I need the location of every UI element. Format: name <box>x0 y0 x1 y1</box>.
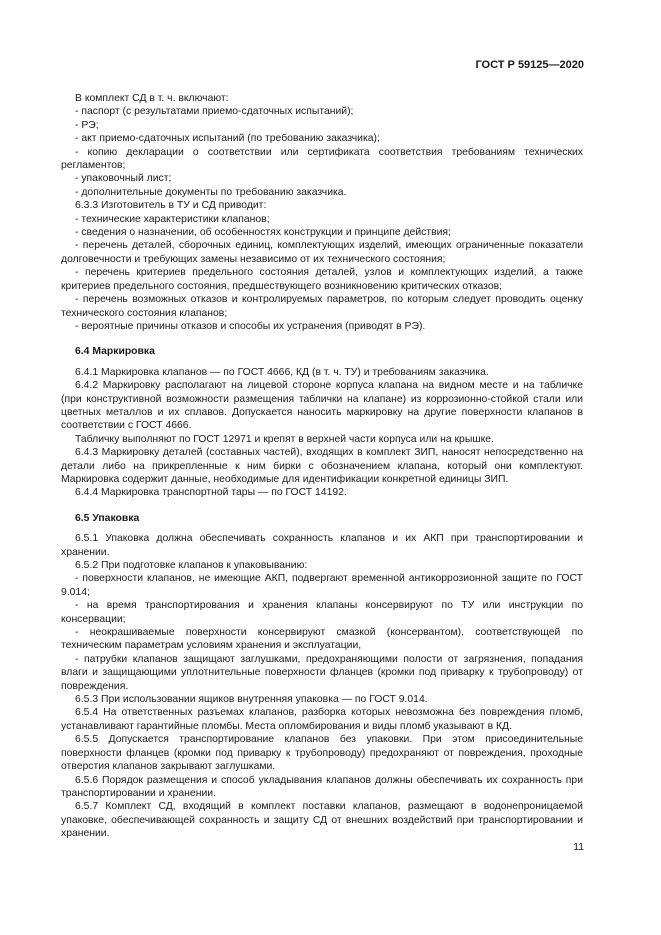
section-heading-marking: 6.4 Маркировка <box>75 346 155 358</box>
paragraph: 6.4.4 Маркировка транспортной тары — по ГОСТ 14192. <box>75 487 347 499</box>
list-item: - копию декларации о соответствии или сертификата соответствия требованиям технических регламентов; <box>61 146 583 172</box>
list-item: - патрубки клапанов защищают заглушками, предохраняющими полости от загрязнения, попадания влаги и защищающими уплотнительные поверхности фланцев (кромки под приварку к трубопроводу) от повреждения. <box>61 653 583 692</box>
list-item: - перечень критериев предельного состояния деталей, узлов и комплектующих изделий, а также критериев предельного состояния, предшествующего возникновению критических отказов; <box>61 267 583 292</box>
paragraph: 6.3.3 Изготовитель в ТУ и СД приводит: <box>75 200 267 212</box>
paragraph: 6.5.6 Порядок размещения и способ укладывания клапанов должны обеспечивать их сохранность при транспортировании и хранении. <box>61 774 583 799</box>
list-item: - сведения о назначении, об особенностях конструкции и принципе действия; <box>75 227 451 239</box>
paragraph: 6.5.3 При использовании ящиков внутренняя упаковка — по ГОСТ 9.014. <box>75 694 428 706</box>
list-item: - паспорт (с результатами приемо-сдаточных испытаний); <box>75 106 354 118</box>
list-item: - дополнительные документы по требованию заказчика. <box>75 186 347 198</box>
standard-code: ГОСТ Р 59125—2020 <box>475 59 584 71</box>
list-item: - акт приемо-сдаточных испытаний (по требованию заказчика); <box>75 133 380 145</box>
paragraph: 6.4.3 Маркировку деталей (составных частей), входящих в комплект ЗИП, наносят непосредственно на детали либо на прикрепленные к ним бирки с обозначением клапана, который они комплектуют. Маркировка содержит данные, необходимые для идентификации конкретной единицы ЗИП. <box>61 447 583 485</box>
list-item: - поверхности клапанов, не имеющие АКП, подвергают временной антикоррозионной защите по ГОСТ 9.014; <box>61 573 583 598</box>
page-number: 11 <box>573 842 584 853</box>
paragraph: 6.5.5 Допускается транспортирование клапанов без упаковки. При этом присоединительные поверхности фланцев (кромки под приварку к трубопроводу) предохраняют от повреждения, проходные отверстия клапанов закрывают заглушками. <box>61 734 583 773</box>
list-item: - РЭ; <box>75 119 99 131</box>
list-item: - перечень возможных отказов и контролируемых параметров, по которым следует проводить оценку технического состояния клапанов; <box>61 294 583 319</box>
paragraph: Табличку выполняют по ГОСТ 12971 и крепят в верхней части корпуса или на крышке. <box>75 433 494 445</box>
list-item: - упаковочный лист; <box>75 173 172 185</box>
list-item: - вероятные причины отказов и способы их устранения (приводят в РЭ). <box>75 320 426 332</box>
list-item: - на время транспортирования и хранения клапаны консервируют по ТУ или инструкции по консервации; <box>61 600 583 625</box>
page-content <box>61 92 583 841</box>
paragraph: 6.5.2 При подготовке клапанов к упаковыванию: <box>75 560 308 571</box>
paragraph: 6.5.1 Упаковка должна обеспечивать сохранность клапанов и их АКП при транспортировании и хранении. <box>61 533 583 558</box>
paragraph: В комплект СД в т. ч. включают: <box>75 93 229 104</box>
list-item: - перечень деталей, сборочных единиц, комплектующих изделий, имеющих ограниченные показатели долговечности и требующих замены независимо от их технического состояния; <box>61 240 583 265</box>
section-heading-packaging: 6.5 Упаковка <box>75 512 140 524</box>
paragraph: 6.4.2 Маркировку располагают на лицевой стороне корпуса клапана на видном месте и на табличке (при конструктивной возможности размещения таблички на клапане) из коррозионно-стойкой стали или цветных металлов и их сплавов. Допускается наносить маркировку на другие поверхности клапанов в соответствии с ГОСТ 4666. <box>61 380 583 432</box>
paragraph: 6.5.4 На ответственных разъемах клапанов, разборка которых невозможна без повреждения пломб, устанавливают гарантийные пломбы. Места опломбирования и виды пломб указывают в КД. <box>61 707 583 732</box>
paragraph: 6.4.1 Маркировка клапанов — по ГОСТ 4666, КД (в т. ч. ТУ) и требованиям заказчика. <box>75 366 489 378</box>
paragraph: 6.5.7 Комплект СД, входящий в комплект поставки клапанов, размещают в водонепроницаемой упаковке, обеспечивающей сохранность и защиту СД от внешних воздействий при транспортировании и хранении. <box>61 801 583 840</box>
list-item: - технические характеристики клапанов; <box>75 213 270 225</box>
list-item: - неокрашиваемые поверхности консервируют смазкой (консервантом), соответствующей по техническим параметрам условиям хранения и эксплуатации, <box>61 627 583 652</box>
